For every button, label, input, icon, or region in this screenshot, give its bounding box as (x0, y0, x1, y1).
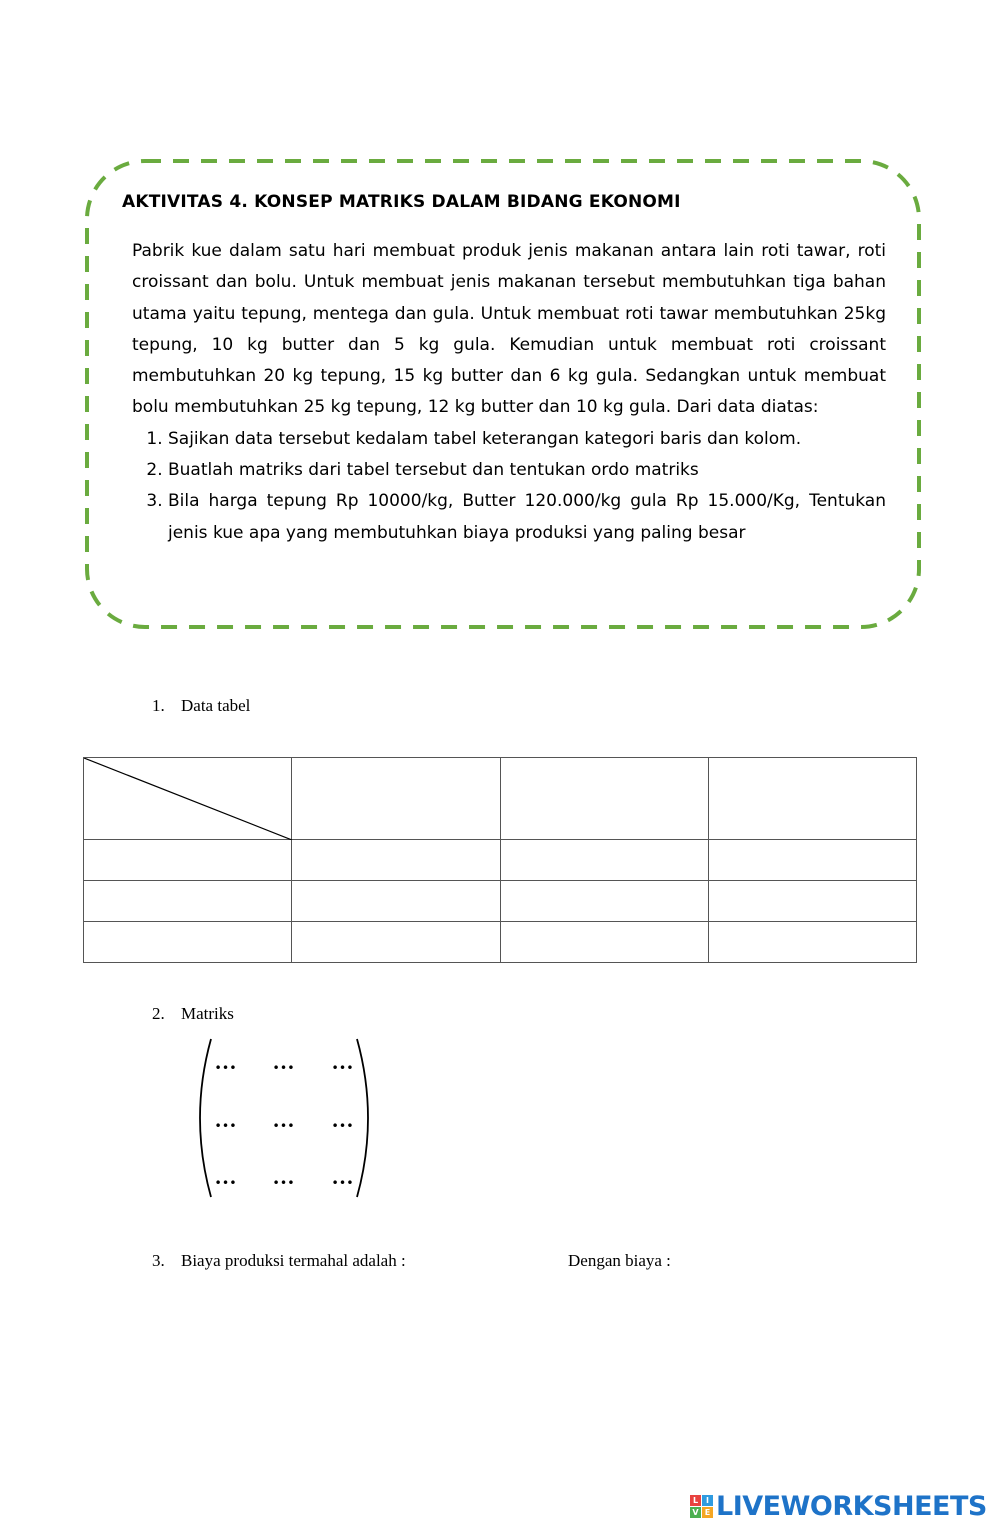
table-cell[interactable] (292, 881, 500, 922)
section-1-number: 1. (152, 696, 165, 715)
table-header-row (84, 758, 917, 840)
matrix-cell[interactable]: … (214, 1107, 238, 1132)
logo-tile: I (702, 1495, 713, 1506)
matrix-cell[interactable]: … (331, 1164, 355, 1189)
section-2-label: Matriks (181, 1004, 234, 1023)
table-cell[interactable] (84, 922, 292, 963)
matrix-cell[interactable]: … (272, 1107, 296, 1132)
activity-title: AKTIVITAS 4. KONSEP MATRIKS DALAM BIDANG EKONOMI (122, 192, 681, 212)
section-1-heading (152, 696, 250, 716)
activity-paragraph: Pabrik kue dalam satu hari membuat produk jenis makanan antara lain roti tawar, roti croissant dan bolu. Untuk membuat jenis makanan tersebut membutuhkan tiga bahan utama yaitu tepung, mentega dan gula. Untuk membuat roti tawar membutuhkan 25kg tepung, 10 kg butter dan 5 kg gula. Kemudian untuk membuat roti croissant membutuhkan 20 kg tepung, 15 kg butter dan 6 kg gula. Sedangkan untuk membuat bolu membutuhkan 25 kg tepung, 12 kg butter dan 10 kg gula. Dari data diatas: (132, 241, 886, 418)
table-cell[interactable] (500, 840, 708, 881)
table-cell[interactable] (500, 922, 708, 963)
table-cell[interactable] (708, 881, 916, 922)
table-cell[interactable] (84, 840, 292, 881)
matrix-cell[interactable]: … (214, 1164, 238, 1189)
table-row (84, 881, 917, 922)
section-3-heading (152, 1251, 406, 1271)
diagonal-line (84, 758, 292, 840)
matrix-cell[interactable]: … (331, 1107, 355, 1132)
table-header-cell[interactable] (292, 758, 500, 840)
cost-label: Dengan biaya : (568, 1251, 671, 1270)
table-corner-cell[interactable] (84, 758, 292, 840)
table-cell[interactable] (84, 881, 292, 922)
table-cell[interactable] (708, 922, 916, 963)
logo-mark-icon (690, 1495, 713, 1518)
logo-tile: V (690, 1507, 701, 1518)
task-item: 1. Sajikan data tersebut kedalam tabel keterangan kategori baris dan kolom. (168, 424, 886, 455)
table-cell[interactable] (292, 840, 500, 881)
matrix-cell[interactable]: … (331, 1049, 355, 1074)
logo-text: LIVEWORKSHEETS (716, 1490, 987, 1522)
matrix-cell[interactable]: … (272, 1164, 296, 1189)
matrix-cell[interactable]: … (214, 1049, 238, 1074)
matrix (193, 1037, 375, 1199)
task-item: 2. Buatlah matriks dari tabel tersebut dan tentukan ordo matriks (168, 455, 886, 486)
table-cell[interactable] (292, 922, 500, 963)
activity-box (84, 158, 922, 630)
logo-tile: E (702, 1507, 713, 1518)
table-cell[interactable] (708, 840, 916, 881)
section-1-label: Data tabel (181, 696, 251, 715)
activity-body (132, 236, 886, 549)
table-header-cell[interactable] (708, 758, 916, 840)
section-2-heading (152, 1004, 234, 1024)
section-2-number: 2. (152, 1004, 165, 1023)
logo-tile: L (690, 1495, 701, 1506)
liveworksheets-logo (690, 1488, 987, 1524)
section-3-number: 3. (152, 1251, 165, 1270)
section-3-label: Biaya produksi termahal adalah : (181, 1251, 406, 1270)
data-table (83, 757, 917, 963)
task-list (132, 424, 886, 549)
table-row (84, 840, 917, 881)
table-header-cell[interactable] (500, 758, 708, 840)
task-item: 3. Bila harga tepung Rp 10000/kg, Butter 120.000/kg gula Rp 15.000/Kg, Tentukan jenis kue apa yang membutuhkan biaya produksi yang paling besar (168, 486, 886, 549)
table-row (84, 922, 917, 963)
table-cell[interactable] (500, 881, 708, 922)
matrix-cell[interactable]: … (272, 1049, 296, 1074)
